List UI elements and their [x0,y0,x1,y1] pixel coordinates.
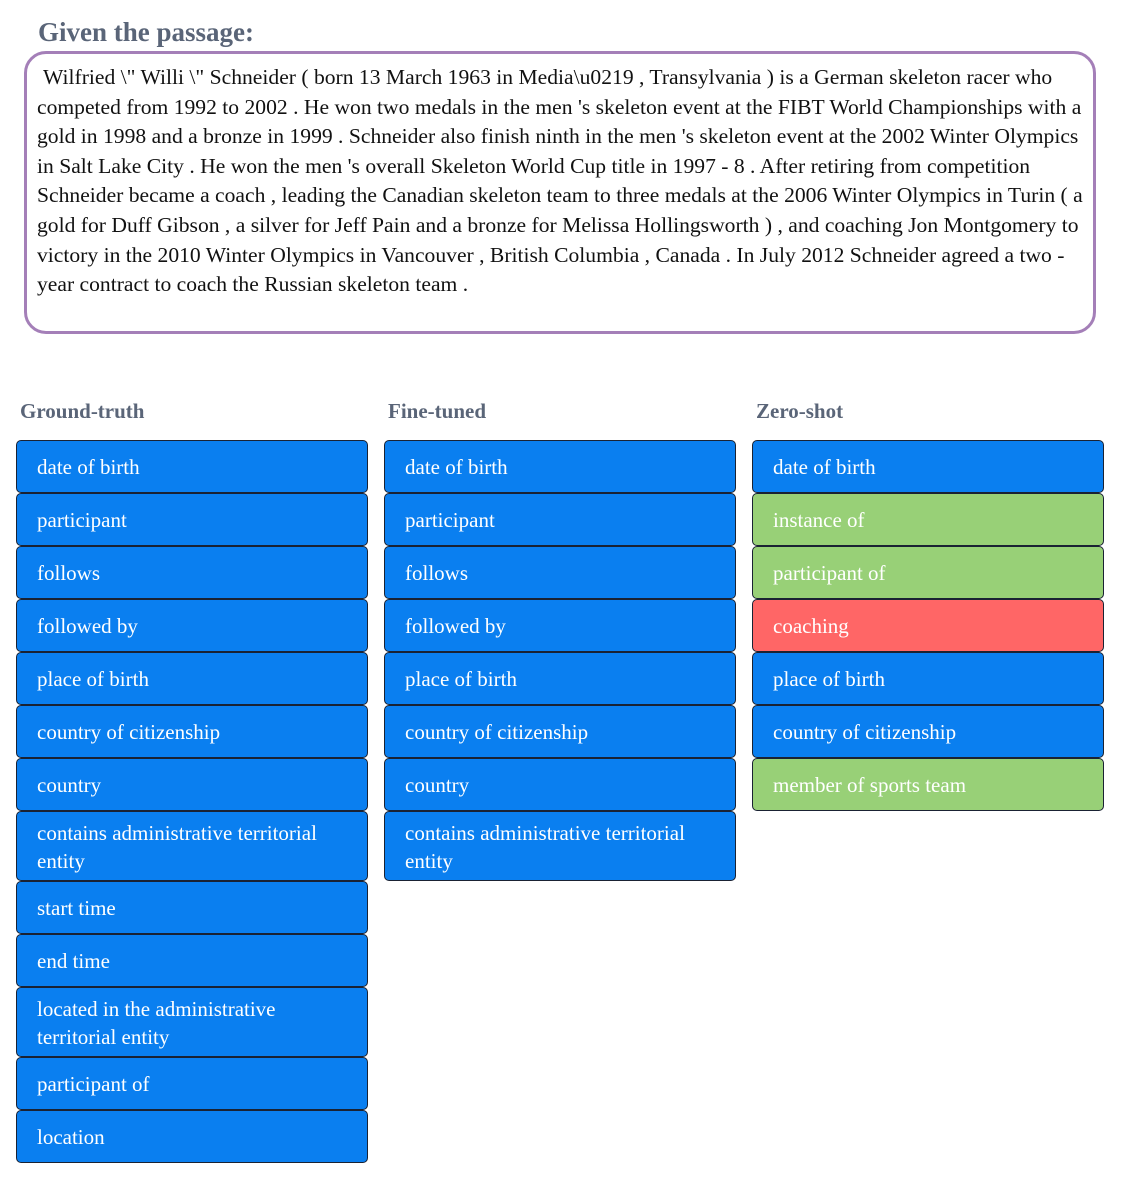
passage-heading: Given the passage: [38,17,254,47]
relation-label: location [16,1110,368,1163]
zero-shot-list [752,440,1104,811]
ground-truth-list [16,440,368,1163]
relation-label: member of sports team [752,758,1104,811]
relation-label: place of birth [16,652,368,705]
zero-shot-column [752,397,1104,811]
relation-label: coaching [752,599,1104,652]
relation-label: contains administrative territorial entity [16,811,368,881]
relation-label: followed by [16,599,368,652]
column-title-zero-shot: Zero-shot [756,399,844,423]
relation-label: contains administrative territorial entity [384,811,736,881]
relation-label: place of birth [384,652,736,705]
relation-label: country [16,758,368,811]
relation-label: followed by [384,599,736,652]
relation-label: follows [16,546,368,599]
relation-label: country [384,758,736,811]
relation-label: country of citizenship [384,705,736,758]
relation-label: follows [384,546,736,599]
relation-label: date of birth [752,440,1104,493]
relation-label: end time [16,934,368,987]
relation-label: participant of [16,1057,368,1110]
relation-label: country of citizenship [752,705,1104,758]
column-title-fine-tuned: Fine-tuned [388,399,487,423]
relation-label: start time [16,881,368,934]
relation-label: located in the administrative territorial entity [16,987,368,1057]
relation-label: place of birth [752,652,1104,705]
passage-box [24,51,1096,334]
relation-label: participant [384,493,736,546]
relation-label: date of birth [384,440,736,493]
relation-label: date of birth [16,440,368,493]
relation-label: participant of [752,546,1104,599]
fine-tuned-list [384,440,736,881]
passage-text: Wilfried \" Willi \" Schneider ( born 13 March 1963 in Media\u0219 , Transylvania ) is a German skeleton racer who competed from 1992 to 2002 . He won two medals in the men 's skeleton event at the FIBT World Championships with a gold in 1998 and a bronze in 1999 . Schneider also finish ninth in the men 's skeleton event at the 2002 Winter Olympics in Salt Lake City . He won the men 's overall Skeleton World Cup title in 1997 - 8 . After retiring from competition Schneider became a coach , leading the Canadian skeleton team to three medals at the 2006 Winter Olympics in Turin ( a gold for Duff Gibson , a silver for Jeff Pain and a bronze for Melissa Hollingsworth ) , and coaching Jon Montgomery to victory in the 2010 Winter Olympics in Vancouver , British Columbia , Canada . In July 2012 Schneider agreed a two - year contract to coach the Russian skeleton team . [37,65,1083,297]
relation-label: instance of [752,493,1104,546]
relation-label: participant [16,493,368,546]
fine-tuned-column [384,397,736,881]
ground-truth-column [16,397,368,1163]
column-title-ground-truth: Ground-truth [20,399,145,423]
relation-label: country of citizenship [16,705,368,758]
